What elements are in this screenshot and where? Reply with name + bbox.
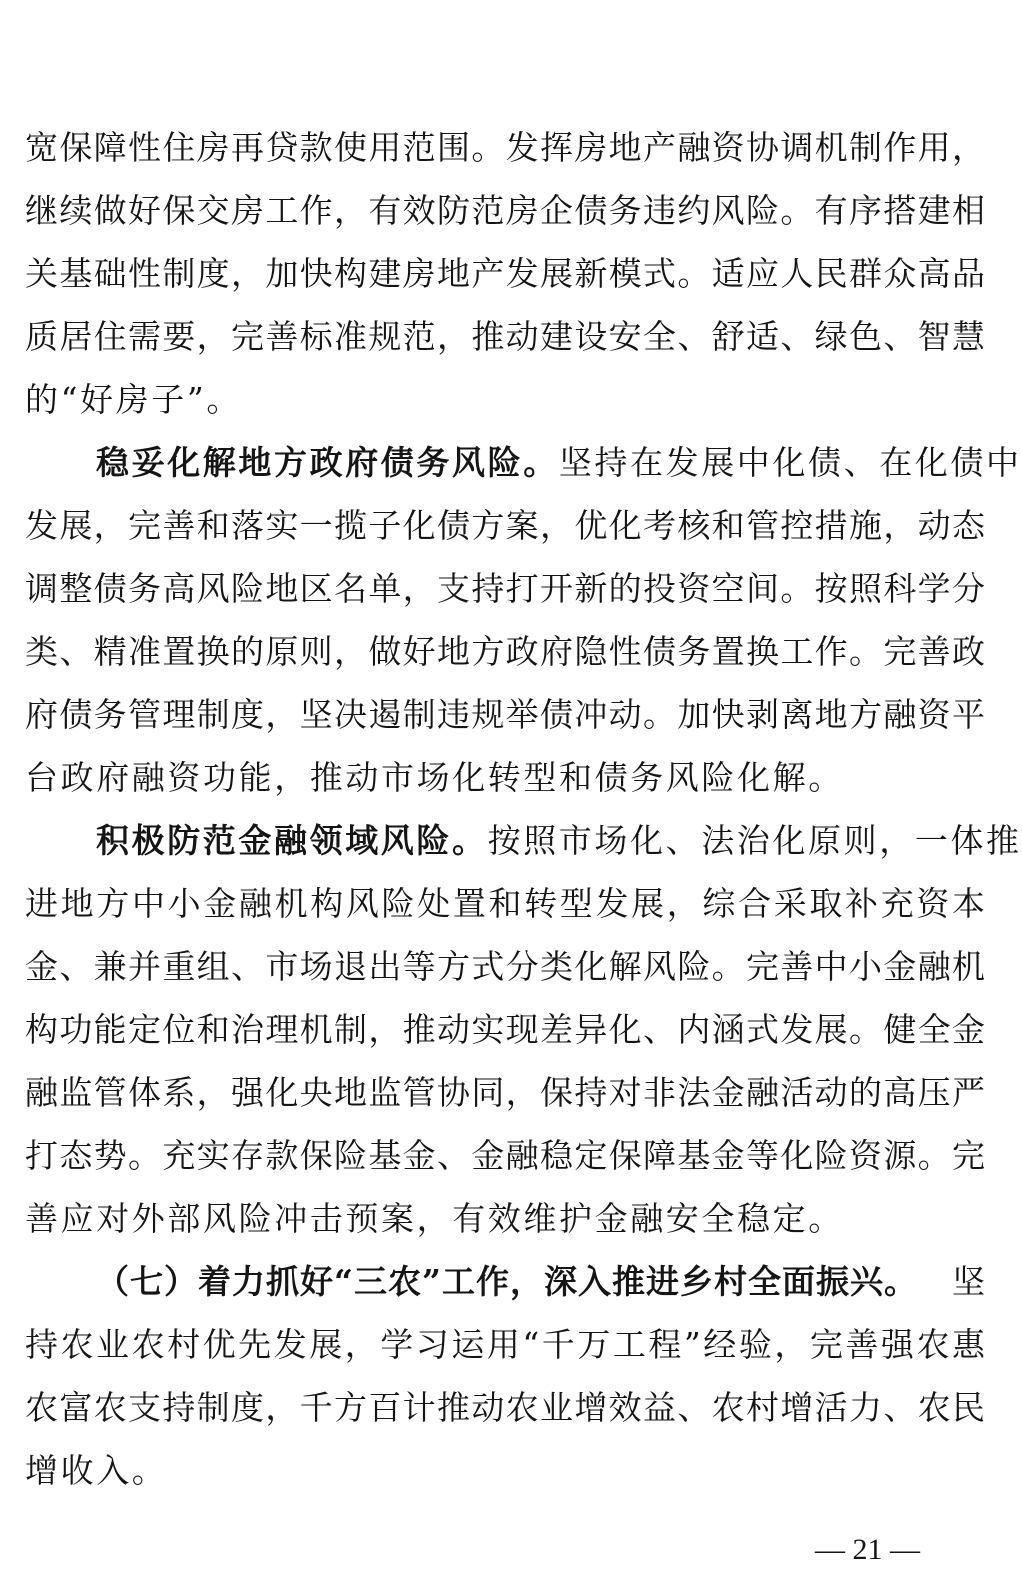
paragraph-first-line (96, 443, 1022, 483)
text-span: 坚持在发展中化债、在化债中 (558, 443, 1022, 482)
text-line: 宽保障性住房再贷款使用范围。发挥房地产融资协调机制作用， (25, 128, 985, 167)
text-line: 调整债务高风险地区名单，支持打开新的投资空间。按照科学分 (25, 569, 985, 608)
text-line: 善应对外部风险冲击预案，有效维护金融安全稳定。 (25, 1199, 844, 1238)
text-span: 坚 (952, 1262, 985, 1301)
page-number: — 21 — (815, 1533, 920, 1566)
text-line: 金、兼并重组、市场退出等方式分类化解风险。完善中小金融机 (25, 947, 985, 986)
text-line: 进地方中小金融机构风险处置和转型发展，综合采取补充资本 (25, 884, 985, 923)
text-line: 构功能定位和治理机制，推动实现差异化、内涵式发展。健全金 (25, 1010, 985, 1049)
paragraph-first-line (96, 1262, 985, 1302)
section-heading: 积极防范金融领域风险。 (96, 821, 488, 860)
text-line: 府债务管理制度，坚决遏制违规举债冲动。加快剥离地方融资平 (25, 695, 985, 734)
text-line: 继续做好保交房工作，有效防范房企债务违约风险。有序搭建相 (25, 191, 985, 230)
text-line: 增收入。 (25, 1451, 168, 1490)
text-line: 融监管体系，强化央地监管协同，保持对非法金融活动的高压严 (25, 1073, 985, 1112)
paragraph-first-line (96, 821, 1022, 861)
text-span: 按照市场化、法治化原则，一体推 (487, 821, 1022, 860)
text-line: 质居住需要，完善标准规范，推动建设安全、舒适、绿色、智慧 (25, 317, 985, 356)
section-heading: 稳妥化解地方政府债务风险。 (96, 443, 559, 482)
text-line: 的“好房子”。 (25, 380, 242, 419)
text-line: 持农业农村优先发展，学习运用“千万工程”经验，完善强农惠 (25, 1325, 985, 1364)
text-line: 农富农支持制度，千方百计推动农业增效益、农村增活力、农民 (25, 1388, 985, 1427)
text-line: 类、精准置换的原则，做好地方政府隐性债务置换工作。完善政 (25, 632, 985, 671)
text-line: 关基础性制度，加快构建房地产发展新模式。适应人民群众高品 (25, 254, 985, 293)
text-line: 发展，完善和落实一揽子化债方案，优化考核和管控措施，动态 (25, 506, 985, 545)
text-line: 台政府融资功能，推动市场化转型和债务风险化解。 (25, 758, 844, 797)
text-line: 打态势。充实存款保险基金、金融稳定保障基金等化险资源。完 (25, 1136, 985, 1175)
section-heading: （七）着力抓好“三农”工作，深入推进乡村全面振兴。 (96, 1262, 918, 1301)
